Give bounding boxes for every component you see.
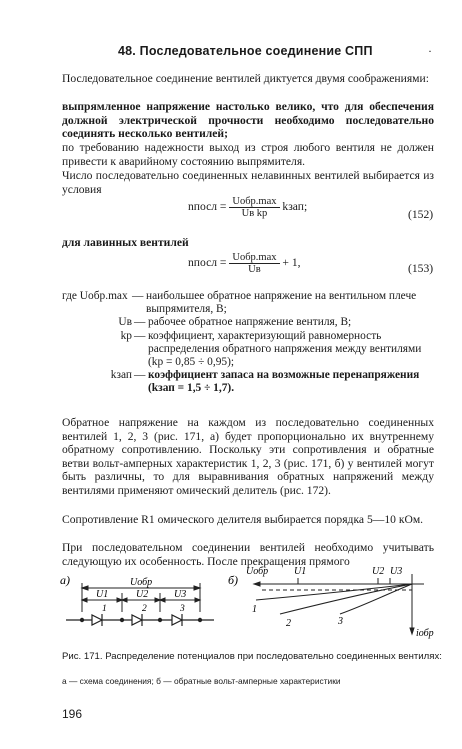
diode-chain [66,614,214,626]
curve-1-label: 1 [252,604,257,615]
diode-1-label: 1 [102,604,107,614]
avalanche-label: для лавинных вентилей [62,236,189,249]
eq153-lhs: nпосл = [188,256,227,270]
figure-caption: Рис. 171. Распределение потенциалов при последовательно соединенных вентилях: [62,651,442,662]
eq153-numerator: Uобр.max [229,252,279,264]
definition-body: коэффициент запаса на возможные перенапряжения (kзап = 1,5 ÷ 1,7). [148,369,420,395]
definition-body: наибольшее обратное напряжение на вентильном плече выпрямителя, В; [146,290,417,316]
paragraph-intro: Последовательное соединение вентилей диктуется двумя соображениями: [62,72,429,85]
figure-label-b: б) [228,573,239,587]
page-number: 196 [62,707,83,721]
diode-3-label: 3 [180,604,185,614]
definition-dash: — [132,290,144,302]
axis-u2-label: U2 [372,566,385,577]
definition-body: рабочее обратное напряжение вентиля, В; [148,316,352,329]
eq152-lhs: nпосл = [188,200,227,214]
axis-iobr-label: iобр [416,628,434,639]
figure-label-a: а) [60,573,70,587]
paragraph-reason-2: по требованию надежности выход из строя любого вентиля не должен привести к аварийному состоянию выпрямителя. [62,141,434,168]
paragraph-voltage-distribution: Обратное напряжение на каждом из последовательно соединенных вентилей 1, 2, 3 (рис. 171, а) будет пропорционально их внутреннему обратному сопротивлению. Поскольку эти сопротивления и обратные ветви вольт-амперных характеристик 1, 2, 3 (рис. 171, б) у вентилей могут быть различны, то для выравнивания обратных напряжений между вентилями применяют омический делитель (рис. 172). [62,416,434,497]
definition-term: kр [120,329,132,342]
eq152-denominator: Uв kр [241,208,268,219]
definition-body: коэффициент, характеризующий равномерность распределения обратного напряжения между вентилями (kр = 0,85 ÷ 0,95); [148,329,422,369]
definition-term: где Uобр.max [62,290,128,302]
curve-2-label: 2 [286,618,291,629]
u1-label: U1 [96,589,109,600]
curve-3-label: 3 [338,616,343,627]
corner-mark: · [428,44,432,58]
paragraph-condition: Число последовательно соединенных нелавинных вентилей выбирается из условия [62,169,434,196]
paragraph-series-feature: При последовательном соединении вентилей необходимо учитывать следующую их особенность. После прекращения прямого [62,541,434,568]
axis-u3-label: U3 [390,566,403,577]
eq152-numerator: Uобр.max [229,196,279,208]
uobr-label: Uобр [130,577,153,588]
definition-term: Uв [118,316,132,329]
definition-dash: — [134,316,146,329]
u3-label: U3 [174,589,187,600]
eq153-denominator: Uв [248,264,261,275]
eq153-tail: + 1, [282,256,301,270]
equation-153-number: (153) [408,262,434,275]
diode-2-label: 2 [142,604,147,614]
paragraph-divider-resistance: Сопротивление R1 омического делителя выбирается порядка 5—10 кОм. [62,513,424,526]
va-curves [256,584,412,614]
section-heading: 48. Последовательное соединение СПП [118,44,373,58]
axis-u1-label: U1 [294,566,307,577]
axis-uobr-label: Uобр [246,566,269,577]
definition-dash: — [134,369,146,382]
definition-dash: — [134,329,146,342]
paragraph-reason-1: выпрямленное напряжение настолько велико, что для обеспечения должной электрической прочности необходимо последовательно соединять несколько вентилей; [62,100,434,141]
figure-caption-sub: а — схема соединения; б — обратные вольт-амперные характеристики [62,676,341,686]
eq152-tail: kзап; [282,200,308,214]
definition-term: kзап [110,369,132,382]
equation-152-number: (152) [408,208,434,221]
u2-label: U2 [136,589,149,600]
